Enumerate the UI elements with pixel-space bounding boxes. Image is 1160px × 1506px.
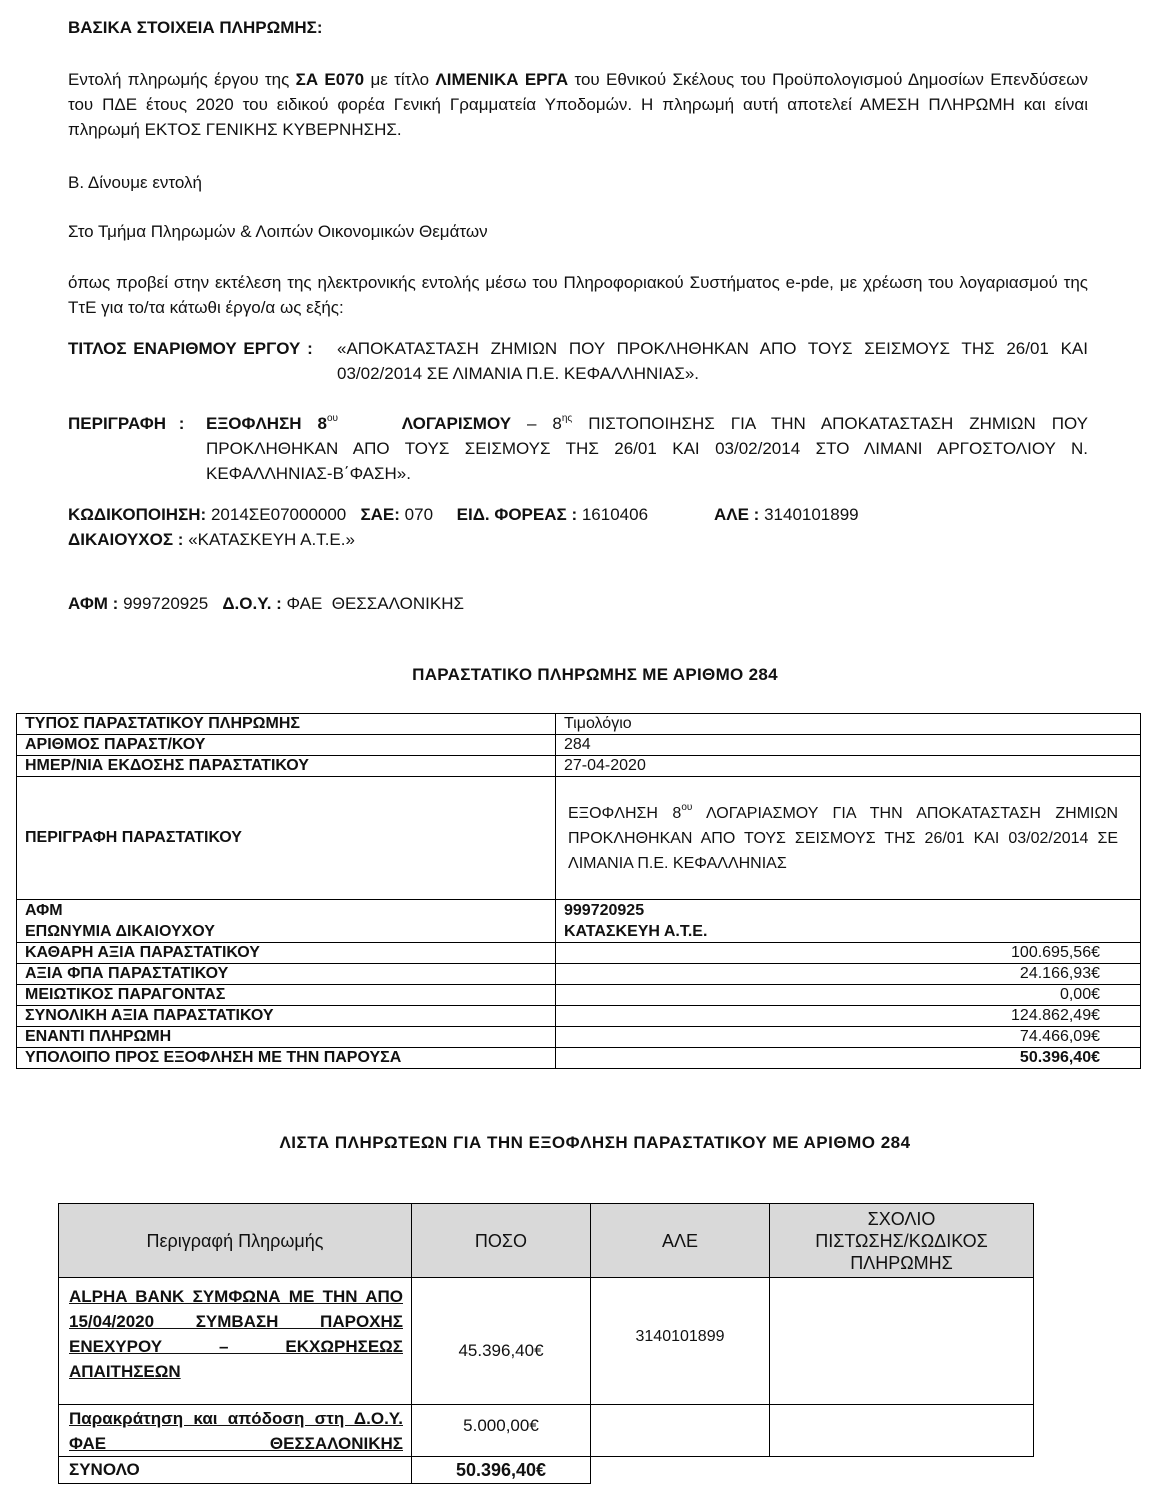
- payees-table: [58, 1203, 1034, 1484]
- number-label: ΑΡΙΘΜΟΣ ΠΑΡΑΣΤ/ΚΟΥ: [17, 735, 556, 756]
- beneficiary-line: [68, 527, 355, 552]
- reduce-value: 0,00€: [556, 985, 1141, 1006]
- intro-text-2: με τίτλο: [364, 70, 436, 89]
- description-text: [206, 411, 1088, 486]
- afm-name-values: [556, 900, 1141, 943]
- beneficiary-value: «ΚΑΤΑΣΚΕΥΗ Α.Τ.Ε.»: [188, 530, 355, 549]
- payees-total-value: 50.396,40€: [412, 1457, 591, 1484]
- payee-desc: Παρακράτηση και απόδοση στη Δ.Ο.Υ. ΦΑΕ ΘΕΣΣΑΛΟΝΙΚΗΣ: [69, 1408, 403, 1453]
- vat-label: ΑΞΙΑ ΦΠΑ ΠΑΡΑΣΤΑΤΙΚΟΥ: [17, 964, 556, 985]
- intro-text-1: Εντολή πληρωμής έργου της: [68, 70, 296, 89]
- afm-label-cell: ΑΦΜ: [25, 902, 63, 919]
- description-text-2: ΠΙΣΤΟΠΟΙΗΣΗΣ ΓΙΑ ΤΗΝ ΑΠΟΚΑΤΑΣΤΑΣΗ ΖΗΜΙΩΝ ΠΟΥ ΠΡΟΚΛΗΘΗΚΑΝ ΑΠΟ ΤΟΥΣ ΣΕΙΣΜΟΥΣ ΤΗΣ 26/01 ΚΑΙ 03/02/2014 ΣΤΟ ΛΙΜΑΝΙ ΑΡΓΟΣΤΟΛΙΟΥ Ν. ΚΕΦΑΛΛΗΝΙΑΣ-Β΄ΦΑΣΗ».: [206, 414, 1089, 483]
- foreas-value: 1610406: [581, 505, 649, 524]
- payees-total-label: ΣΥΝΟΛΟ: [59, 1457, 412, 1484]
- desc-value-sup: ου: [681, 801, 693, 813]
- afm-value: 999720925: [123, 594, 209, 613]
- code-value: 2014ΣΕ07000000: [210, 505, 347, 524]
- table-total-row: [59, 1457, 1034, 1484]
- col-comment-header: [770, 1204, 1034, 1278]
- table-row: [17, 1048, 1141, 1069]
- description-bold-1: ΕΞΟΦΛΗΣΗ 8: [206, 414, 327, 433]
- payee-desc: ALPHA BANK ΣΥΜΦΩΝΑ ΜΕ ΤΗΝ ΑΠΟ 15/04/2020 ΣΥΜΒΑΣΗ ΠΑΡΟΧΗΣ ΕΝΕΧΥΡΟΥ – ΕΚΧΩΡΗΣΕΩΣ ΑΠΑΙΤΗΣΕΩΝ: [69, 1287, 403, 1381]
- empty-cell: [591, 1457, 770, 1484]
- balance-value: 50.396,40€: [556, 1048, 1141, 1069]
- balance-label: ΥΠΟΛΟΙΠΟ ΠΡΟΣ ΕΞΟΦΛΗΣΗ ΜΕ ΤΗΝ ΠΑΡΟΥΣΑ: [17, 1048, 556, 1069]
- description-sup-2: ης: [561, 413, 573, 424]
- doy-value: ΦΑΕ ΘΕΣΣΑΛΟΝΙΚΗΣ: [286, 594, 464, 613]
- afm-value-cell: 999720925: [564, 902, 645, 919]
- afm-label: ΑΦΜ :: [68, 594, 119, 613]
- description-text-1: – 8: [511, 414, 562, 433]
- payee-ale: 3140101899: [591, 1278, 770, 1405]
- payee-ale: [591, 1405, 770, 1457]
- col-desc-header: Περιγραφή Πληρωμής: [59, 1204, 412, 1278]
- code-label: ΚΩΔΙΚΟΠΟΙΗΣΗ:: [68, 505, 207, 524]
- description-bold-2: ΛΟΓΑΡΙΣΜΟΥ: [401, 414, 512, 433]
- empty-cell: [770, 1457, 1034, 1484]
- afm-line: [68, 591, 464, 616]
- doy-label: Δ.Ο.Υ. :: [222, 594, 282, 613]
- payee-desc-cell: [59, 1278, 412, 1405]
- total-value: 124.862,49€: [556, 1006, 1141, 1027]
- desc-value-1: ΕΞΟΦΛΗΣΗ 8: [568, 804, 682, 822]
- order-line: Β. Δίνουμε εντολή: [68, 173, 202, 192]
- col-amount-header: ΠΟΣΟ: [412, 1204, 591, 1278]
- name-label-cell: ΕΠΩΝΥΜΙΑ ΔΙΚΑΙΟΥΧΟΥ: [25, 923, 215, 940]
- name-value-cell: ΚΑΤΑΣΚΕΥΗ Α.Τ.Ε.: [564, 923, 708, 940]
- col-comment-line-1: ΣΧΟΛΙΟ: [867, 1208, 936, 1229]
- col-comment-line-2: ΠΙΣΤΩΣΗΣ/ΚΩΔΙΚΟΣ: [815, 1230, 988, 1251]
- desc-value-2: ΛΟΓΑΡΙΑΣΜΟΥ ΓΙΑ ΤΗΝ ΑΠΟΚΑΤΑΣΤΑΣΗ ΖΗΜΙΩΝ ΠΡΟΚΛΗΘΗΚΑΝ ΑΠΟ ΤΟΥΣ ΣΕΙΣΜΟΥΣ ΤΗΣ 26/01 ΚΑΙ 03/02/2014 ΣΕ ΛΙΜΑΝΙΑ Π.Ε. ΚΕΦΑΛΛΗΝΙΑΣ: [568, 804, 1119, 872]
- type-label: ΤΥΠΟΣ ΠΑΡΑΣΤΑΤΙΚΟΥ ΠΛΗΡΩΜΗΣ: [17, 714, 556, 735]
- payee-amount: 5.000,00€: [412, 1405, 591, 1457]
- project-label: ΤΙΤΛΟΣ ΕΝΑΡΙΘΜΟΥ ΕΡΓΟΥ :: [68, 339, 313, 358]
- department-line: Στο Τμήμα Πληρωμών & Λοιπών Οικονομικών Θεμάτων: [68, 222, 488, 241]
- payee-desc-cell: [59, 1405, 412, 1457]
- date-label: ΗΜΕΡ/ΝΙΑ ΕΚΔΟΣΗΣ ΠΑΡΑΣΤΑΤΙΚΟΥ: [17, 756, 556, 777]
- doc-heading: ΠΑΡΑΣΤΑΤΙΚΟ ΠΛΗΡΩΜΗΣ ΜΕ ΑΡΙΘΜΟ 284: [412, 665, 778, 684]
- description-label: ΠΕΡΙΓΡΑΦΗ :: [68, 414, 185, 433]
- col-ale-header: ΑΛΕ: [591, 1204, 770, 1278]
- net-value: 100.695,56€: [556, 943, 1141, 964]
- net-label: ΚΑΘΑΡΗ ΑΞΙΑ ΠΑΡΑΣΤΑΤΙΚΟΥ: [17, 943, 556, 964]
- table-row: [17, 964, 1141, 985]
- payee-comment: [770, 1405, 1034, 1457]
- table-row: [17, 735, 1141, 756]
- section-title: ΒΑΣΙΚΑ ΣΤΟΙΧΕΙΑ ΠΛΗΡΩΜΗΣ:: [68, 18, 323, 37]
- intro-project-title: ΛΙΜΕΝΙΚΑ ΕΡΓΑ: [435, 70, 569, 89]
- reduce-label: ΜΕΙΩΤΙΚΟΣ ΠΑΡΑΓΟΝΤΑΣ: [17, 985, 556, 1006]
- table-row: [59, 1405, 1034, 1457]
- sae-label: ΣΑΕ:: [360, 505, 400, 524]
- sae-value: 070: [404, 505, 434, 524]
- advance-value: 74.466,09€: [556, 1027, 1141, 1048]
- foreas-label: ΕΙΔ. ΦΟΡΕΑΣ :: [456, 505, 578, 524]
- payee-comment: [770, 1278, 1034, 1405]
- ale-line: [714, 502, 859, 527]
- table-row: [17, 900, 1141, 943]
- table-row: [17, 1027, 1141, 1048]
- afm-name-labels: [17, 900, 556, 943]
- codes-line: [68, 502, 648, 527]
- beneficiary-label: ΔΙΚΑΙΟΥΧΟΣ :: [68, 530, 184, 549]
- table-row: [17, 714, 1141, 735]
- document-table: [16, 713, 1141, 1069]
- payees-heading: ΛΙΣΤΑ ΠΛΗΡΩΤΕΩΝ ΓΙΑ ΤΗΝ ΕΞΟΦΛΗΣΗ ΠΑΡΑΣΤΑΤΙΚΟΥ ΜΕ ΑΡΙΘΜΟ 284: [279, 1133, 911, 1152]
- project-title-line-1: «ΑΠΟΚΑΤΑΣΤΑΣΗ ΖΗΜΙΩΝ ΠΟΥ ΠΡΟΚΛΗΘΗΚΑΝ ΑΠΟ ΤΟΥΣ ΣΕΙΣΜΟΥΣ ΤΗΣ 26/01 ΚΑΙ: [337, 339, 1088, 358]
- payee-amount: 45.396,40€: [412, 1278, 591, 1405]
- table-row: [59, 1278, 1034, 1405]
- ale-label: ΑΛΕ :: [714, 505, 760, 524]
- table-row: [17, 777, 1141, 900]
- total-label: ΣΥΝΟΛΙΚΗ ΑΞΙΑ ΠΑΡΑΣΤΑΤΙΚΟΥ: [17, 1006, 556, 1027]
- number-value: 284: [556, 735, 1141, 756]
- intro-text-3: του Εθνικού Σκέλους του Προϋπολογισμού Δημοσίων Επενδύσεων του ΠΔΕ έτους 2020 του ειδικού φορέα Γενική Γραμματεία Υποδομών. Η πληρωμή αυτή αποτελεί ΑΜΕΣΗ ΠΛΗΡΩΜΗ και είναι πληρωμή ΕΚΤΟΣ ΓΕΝΙΚΗΣ ΚΥΒΕΡΝΗΣΗΣ.: [68, 70, 1088, 139]
- date-value: 27-04-2020: [556, 756, 1141, 777]
- description-label: ΠΕΡΙΓΡΑΦΗ ΠΑΡΑΣΤΑΤΙΚΟΥ: [17, 777, 556, 900]
- intro-sa-code: ΣΑ Ε070: [295, 70, 365, 89]
- table-row: [17, 1006, 1141, 1027]
- project-title-line-2: 03/02/2014 ΣΕ ΛΙΜΑΝΙΑ Π.Ε. ΚΕΦΑΛΛΗΝΙΑΣ».: [337, 364, 700, 383]
- vat-value: 24.166,93€: [556, 964, 1141, 985]
- execution-paragraph: όπως προβεί στην εκτέλεση της ηλεκτρονικής εντολής μέσω του Πληροφοριακού Συστήματος e-pde, με χρέωση του λογαριασμού της ΤτΕ για το/τα κάτωθι έργο/α ως εξής:: [68, 273, 1088, 317]
- table-row: [17, 985, 1141, 1006]
- type-value: Τιμολόγιο: [556, 714, 1141, 735]
- description-sup-1: ου: [326, 413, 338, 424]
- table-row: [17, 756, 1141, 777]
- table-header-row: [59, 1204, 1034, 1278]
- ale-value: 3140101899: [764, 505, 859, 524]
- col-comment-line-3: ΠΛΗΡΩΜΗΣ: [850, 1252, 953, 1273]
- intro-paragraph: [68, 67, 1088, 142]
- table-row: [17, 943, 1141, 964]
- description-value: [556, 777, 1141, 900]
- advance-label: ΕΝΑΝΤΙ ΠΛΗΡΩΜΗ: [17, 1027, 556, 1048]
